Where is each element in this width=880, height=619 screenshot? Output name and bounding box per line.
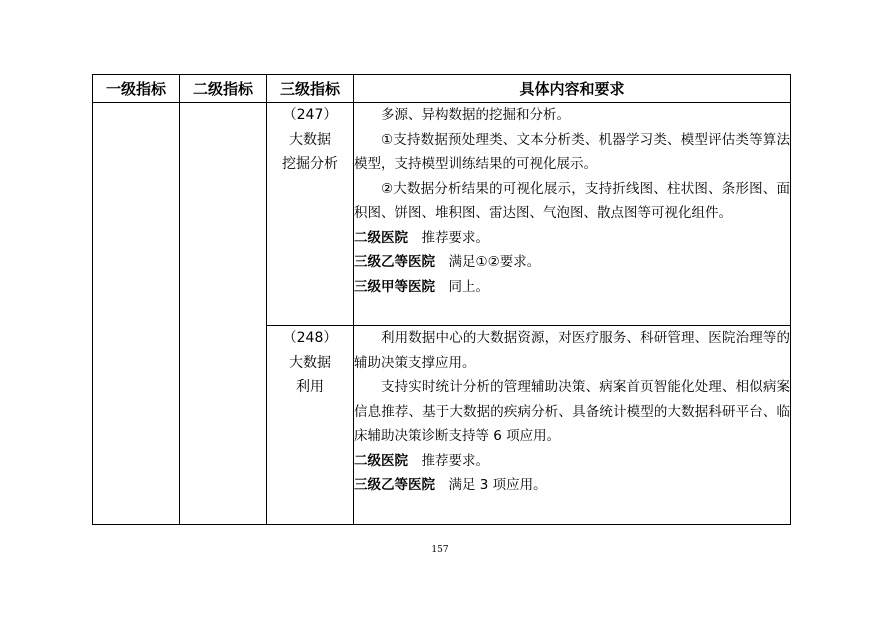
level1-cell (93, 103, 180, 525)
requirement-text: 满足 3 项应用。 (448, 477, 547, 493)
content-paragraph: ①支持数据预处理类、文本分析类、机器学习类、模型评估类等算法模型，支持模型训练结果的可视化展示。 (354, 131, 790, 172)
requirement-line (354, 226, 790, 251)
requirement-line (354, 250, 790, 275)
indicator-name-line1: 大数据 (289, 354, 331, 371)
requirement-level: 二级医院 (354, 229, 408, 246)
requirement-line (354, 449, 790, 474)
requirement-line (354, 275, 790, 300)
indicator-code: （248） (282, 330, 338, 346)
content-cell-247 (354, 103, 791, 326)
level3-cell-248 (267, 326, 354, 525)
header-level2: 二级指标 (180, 75, 267, 103)
level2-cell (180, 103, 267, 525)
content-cell-248 (354, 326, 791, 525)
header-level3: 三级指标 (267, 75, 354, 103)
requirement-text: 同上。 (448, 278, 489, 295)
page-number: 157 (431, 545, 449, 555)
table-header-row (93, 75, 791, 103)
indicator-name-line2: 利用 (296, 379, 324, 395)
indicator-code: （247） (282, 107, 338, 123)
requirement-text: 推荐要求。 (421, 452, 489, 469)
content-paragraph: 利用数据中心的大数据资源，对医疗服务、科研管理、医院治理等的辅助决策支撑应用。 (354, 330, 790, 371)
requirement-text: 满足①②要求。 (448, 254, 541, 270)
requirement-level: 二级医院 (354, 452, 408, 469)
requirement-level: 三级甲等医院 (354, 278, 435, 295)
requirement-level: 三级乙等医院 (354, 254, 435, 270)
content-paragraph: 支持实时统计分析的管理辅助决策、病案首页智能化处理、相似病案信息推荐、基于大数据的疾病分析、具备统计模型的大数据科研平台、临床辅助决策诊断支持等 6 项应用。 (354, 379, 790, 444)
requirement-line (354, 473, 790, 498)
indicator-table (92, 74, 791, 525)
header-content: 具体内容和要求 (354, 75, 791, 103)
content-paragraph: ②大数据分析结果的可视化展示，支持折线图、柱状图、条形图、面积图、饼图、堆积图、雷达图、气泡图、散点图等可视化组件。 (354, 180, 790, 221)
table-row-247 (93, 103, 791, 326)
header-level1: 一级指标 (93, 75, 180, 103)
level3-cell-247 (267, 103, 354, 326)
indicator-name-line2: 挖掘分析 (282, 156, 338, 172)
content-paragraph: 多源、异构数据的挖掘和分析。 (381, 107, 570, 123)
requirement-text: 推荐要求。 (421, 229, 489, 246)
requirement-level: 三级乙等医院 (354, 477, 435, 493)
indicator-name-line1: 大数据 (289, 131, 331, 148)
